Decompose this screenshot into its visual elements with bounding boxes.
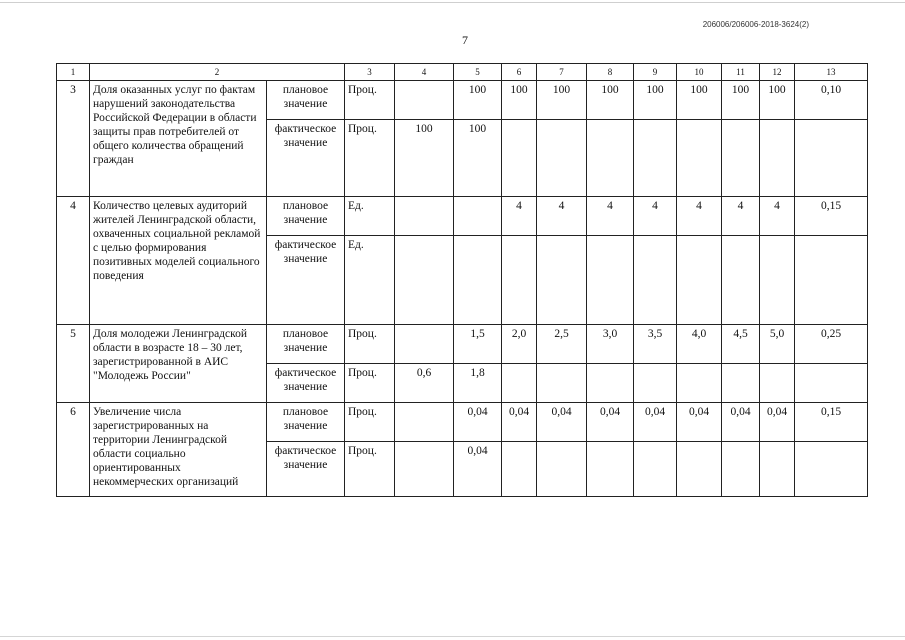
- value-cell: [634, 236, 677, 325]
- value-cell: [502, 236, 537, 325]
- table-row: [57, 403, 868, 442]
- weight-cell: [795, 236, 868, 325]
- value-cell: [587, 442, 634, 497]
- value-cell: 100: [395, 120, 454, 197]
- value-cell: 100: [454, 120, 502, 197]
- value-cell: 100: [677, 81, 722, 120]
- plan-value-label: плановое значение: [267, 197, 345, 236]
- value-cell: [395, 325, 454, 364]
- value-cell: 0,6: [395, 364, 454, 403]
- value-cell: [587, 120, 634, 197]
- value-cell: [722, 442, 760, 497]
- value-cell: 0,04: [760, 403, 795, 442]
- value-cell: [454, 236, 502, 325]
- fact-value-label: фактическое значение: [267, 236, 345, 325]
- value-cell: [634, 120, 677, 197]
- value-cell: 100: [537, 81, 587, 120]
- value-cell: [587, 364, 634, 403]
- column-header: 10: [677, 64, 722, 81]
- unit-cell: Ед.: [345, 236, 395, 325]
- value-cell: 2,0: [502, 325, 537, 364]
- value-cell: [722, 120, 760, 197]
- value-cell: [537, 442, 587, 497]
- indicators-table: [56, 63, 868, 497]
- weight-cell: 0,10: [795, 81, 868, 120]
- indicator-name: Доля молодежи Ленинградской области в возрасте 18 – 30 лет, зарегистрированной в АИС "Молодежь России": [90, 325, 267, 403]
- weight-cell: 0,25: [795, 325, 868, 364]
- column-header: 3: [345, 64, 395, 81]
- unit-cell: Проц.: [345, 325, 395, 364]
- row-number: 6: [57, 403, 90, 497]
- value-cell: 3,5: [634, 325, 677, 364]
- column-header: 8: [587, 64, 634, 81]
- value-cell: [454, 197, 502, 236]
- value-cell: 100: [634, 81, 677, 120]
- unit-cell: Проц.: [345, 81, 395, 120]
- value-cell: 100: [587, 81, 634, 120]
- value-cell: 100: [502, 81, 537, 120]
- value-cell: 0,04: [454, 403, 502, 442]
- column-header: 6: [502, 64, 537, 81]
- table-row: [57, 325, 868, 364]
- value-cell: 100: [760, 81, 795, 120]
- plan-value-label: плановое значение: [267, 325, 345, 364]
- value-cell: 0,04: [454, 442, 502, 497]
- value-cell: [502, 364, 537, 403]
- column-header: 12: [760, 64, 795, 81]
- column-header: 1: [57, 64, 90, 81]
- value-cell: 4: [760, 197, 795, 236]
- value-cell: 1,8: [454, 364, 502, 403]
- value-cell: [395, 236, 454, 325]
- value-cell: [537, 236, 587, 325]
- row-number: 4: [57, 197, 90, 325]
- value-cell: 1,5: [454, 325, 502, 364]
- value-cell: [502, 442, 537, 497]
- unit-cell: Проц.: [345, 442, 395, 497]
- value-cell: 0,04: [537, 403, 587, 442]
- value-cell: [395, 81, 454, 120]
- value-cell: 4,0: [677, 325, 722, 364]
- value-cell: [677, 364, 722, 403]
- value-cell: [395, 442, 454, 497]
- top-border-line: [0, 2, 905, 3]
- value-cell: 100: [722, 81, 760, 120]
- unit-cell: Проц.: [345, 403, 395, 442]
- value-cell: [760, 236, 795, 325]
- value-cell: [587, 236, 634, 325]
- value-cell: 0,04: [502, 403, 537, 442]
- value-cell: [722, 364, 760, 403]
- column-header: 2: [90, 64, 345, 81]
- column-header: 11: [722, 64, 760, 81]
- indicator-name: Доля оказанных услуг по фактам нарушений законодательства Российской Федерации в области защиты прав потребителей от общего количества обращений граждан: [90, 81, 267, 197]
- value-cell: 0,04: [677, 403, 722, 442]
- value-cell: 4: [677, 197, 722, 236]
- value-cell: 0,04: [634, 403, 677, 442]
- fact-value-label: фактическое значение: [267, 364, 345, 403]
- value-cell: 0,04: [587, 403, 634, 442]
- column-header: 5: [454, 64, 502, 81]
- fact-value-label: фактическое значение: [267, 442, 345, 497]
- bottom-border-line: [0, 636, 905, 637]
- value-cell: [760, 120, 795, 197]
- weight-cell: [795, 364, 868, 403]
- row-number: 3: [57, 81, 90, 197]
- plan-value-label: плановое значение: [267, 81, 345, 120]
- value-cell: [502, 120, 537, 197]
- table-row: [57, 197, 868, 236]
- column-header: 4: [395, 64, 454, 81]
- plan-value-label: плановое значение: [267, 403, 345, 442]
- page-number: 7: [462, 33, 468, 47]
- value-cell: 0,04: [722, 403, 760, 442]
- indicator-name: Количество целевых аудиторий жителей Ленинградской области, охваченных социальной рекламой с целью формирования позитивных моделей социального поведения: [90, 197, 267, 325]
- value-cell: [537, 364, 587, 403]
- table-row: [57, 81, 868, 120]
- indicator-name: Увеличение числа зарегистрированных на территории Ленинградской области социально ориентированных некоммерческих организаций: [90, 403, 267, 497]
- value-cell: [722, 236, 760, 325]
- value-cell: [634, 442, 677, 497]
- column-numbers-row: [57, 64, 868, 81]
- unit-cell: Проц.: [345, 364, 395, 403]
- value-cell: [537, 120, 587, 197]
- unit-cell: Ед.: [345, 197, 395, 236]
- value-cell: 4: [502, 197, 537, 236]
- value-cell: [677, 442, 722, 497]
- value-cell: [760, 364, 795, 403]
- weight-cell: [795, 442, 868, 497]
- value-cell: 2,5: [537, 325, 587, 364]
- value-cell: 4: [722, 197, 760, 236]
- value-cell: 4: [537, 197, 587, 236]
- document-id: 206006/206006-2018-3624(2): [702, 20, 809, 29]
- value-cell: 4: [634, 197, 677, 236]
- weight-cell: [795, 120, 868, 197]
- column-header: 13: [795, 64, 868, 81]
- weight-cell: 0,15: [795, 403, 868, 442]
- weight-cell: 0,15: [795, 197, 868, 236]
- value-cell: 4: [587, 197, 634, 236]
- fact-value-label: фактическое значение: [267, 120, 345, 197]
- value-cell: 100: [454, 81, 502, 120]
- unit-cell: Проц.: [345, 120, 395, 197]
- column-header: 9: [634, 64, 677, 81]
- value-cell: [677, 236, 722, 325]
- value-cell: 3,0: [587, 325, 634, 364]
- value-cell: 4,5: [722, 325, 760, 364]
- value-cell: [634, 364, 677, 403]
- value-cell: [395, 403, 454, 442]
- value-cell: [760, 442, 795, 497]
- column-header: 7: [537, 64, 587, 81]
- value-cell: 5,0: [760, 325, 795, 364]
- value-cell: [395, 197, 454, 236]
- row-number: 5: [57, 325, 90, 403]
- value-cell: [677, 120, 722, 197]
